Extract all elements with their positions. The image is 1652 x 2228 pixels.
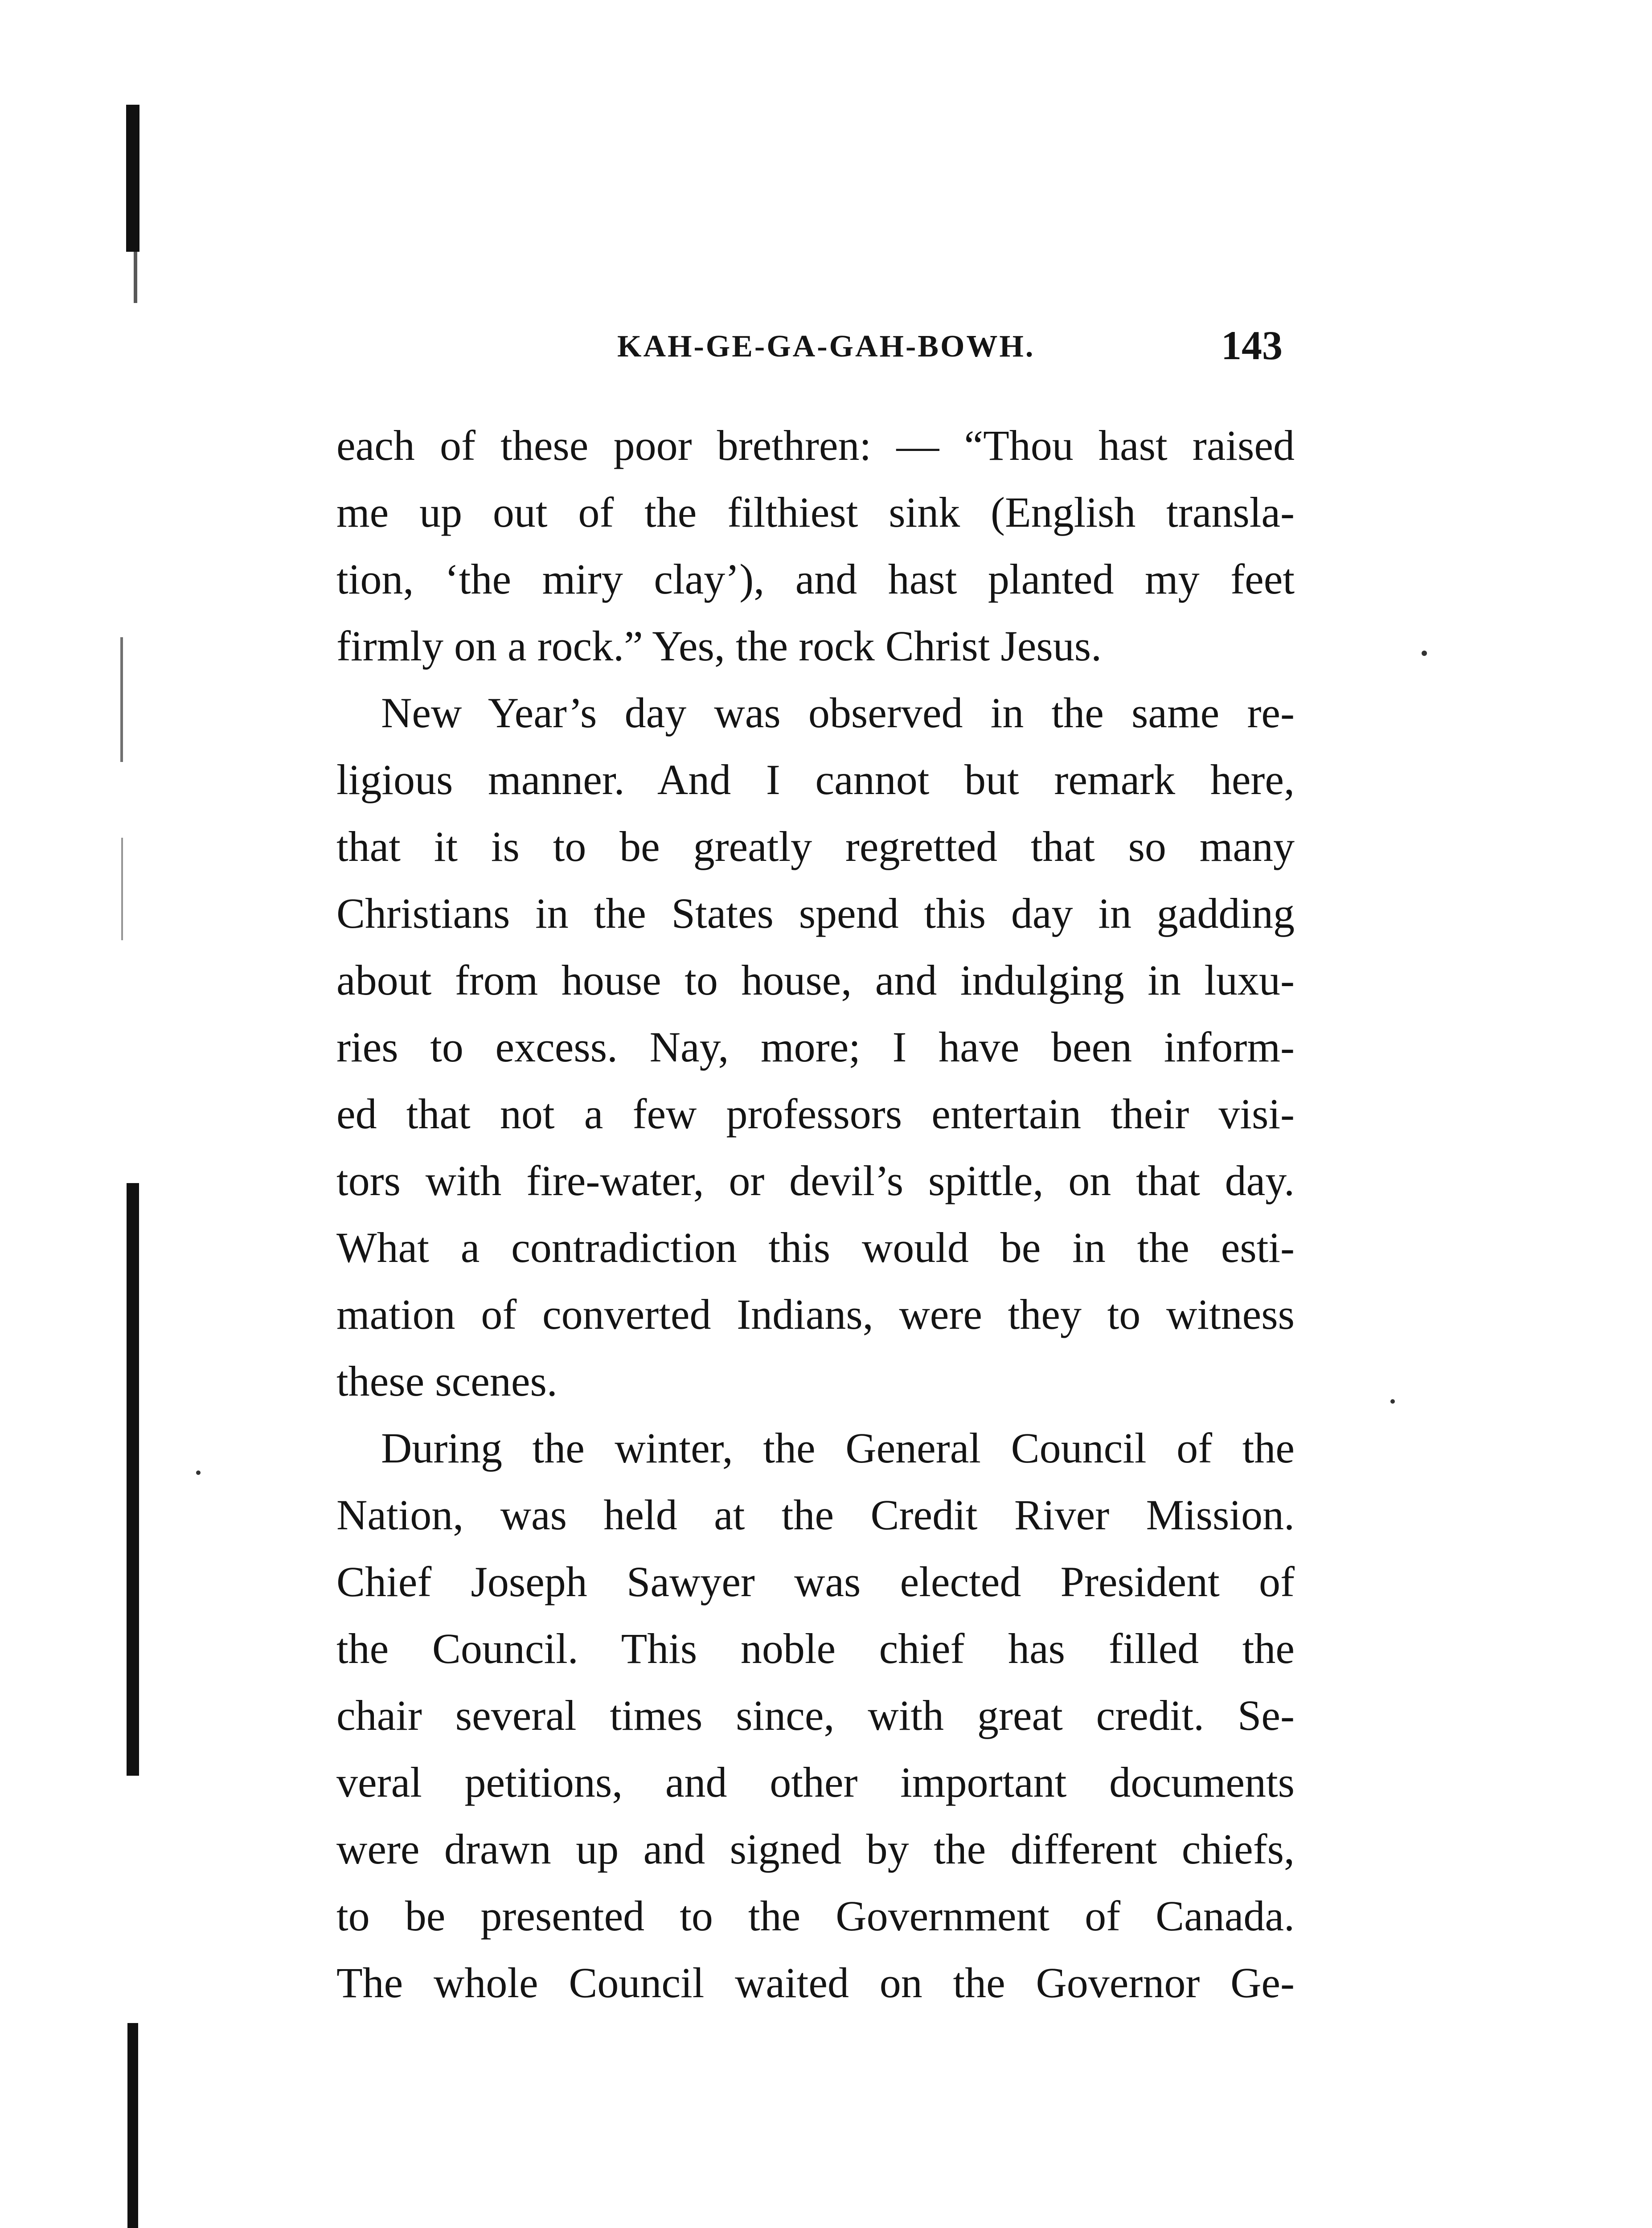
binding-shadow bbox=[134, 250, 137, 303]
paper-speck bbox=[1422, 651, 1427, 656]
paper-speck bbox=[1390, 1399, 1395, 1404]
text-line: ries to excess. Nay, more; I have been inform- bbox=[336, 1023, 1295, 1071]
body-text bbox=[336, 412, 1295, 2016]
text-line: me up out of the filthiest sink (English transla- bbox=[336, 488, 1295, 536]
binding-shadow bbox=[126, 105, 139, 252]
binding-shadow bbox=[120, 637, 123, 762]
text-line: New Year’s day was observed in the same re- bbox=[381, 689, 1295, 737]
text-line: to be presented to the Government of Canada. bbox=[336, 1892, 1295, 1940]
text-line: Nation, was held at the Credit River Mission. bbox=[336, 1491, 1295, 1539]
text-line: ligious manner. And I cannot but remark here, bbox=[336, 756, 1295, 803]
text-line: each of these poor brethren: — “Thou hast raised bbox=[336, 422, 1295, 469]
text-line: mation of converted Indians, were they to witness bbox=[336, 1290, 1295, 1338]
text-line: these scenes. bbox=[336, 1357, 557, 1405]
text-line: the Council. This noble chief has filled the bbox=[336, 1625, 1295, 1672]
page-number: 143 bbox=[1221, 323, 1283, 368]
text-line: Christians in the States spend this day in gadding bbox=[336, 889, 1295, 937]
text-line: chair several times since, with great credit. Se- bbox=[336, 1691, 1295, 1739]
text-line: veral petitions, and other important documents bbox=[336, 1758, 1295, 1806]
text-line: tion, ‘the miry clay’), and hast planted my feet bbox=[336, 555, 1295, 603]
text-line: ed that not a few professors entertain their visi- bbox=[336, 1090, 1295, 1138]
text-line: What a contradiction this would be in the esti- bbox=[336, 1224, 1295, 1271]
text-line: that it is to be greatly regretted that so many bbox=[336, 823, 1295, 870]
text-line: about from house to house, and indulging in luxu- bbox=[336, 956, 1295, 1004]
text-line: firmly on a rock.” Yes, the rock Christ Jesus. bbox=[336, 622, 1102, 670]
running-head: KAH-GE-GA-GAH-BOWH. bbox=[617, 329, 1035, 364]
binding-shadow bbox=[127, 2023, 138, 2228]
text-line: The whole Council waited on the Governor Ge- bbox=[336, 1959, 1295, 2007]
text-line: During the winter, the General Council of the bbox=[381, 1424, 1295, 1472]
text-line: were drawn up and signed by the different chiefs, bbox=[336, 1825, 1295, 1873]
binding-shadow bbox=[121, 838, 123, 940]
paper-speck bbox=[196, 1470, 201, 1475]
text-line: Chief Joseph Sawyer was elected President of bbox=[336, 1558, 1295, 1605]
text-line: tors with fire-water, or devil’s spittle, on that day. bbox=[336, 1157, 1295, 1204]
binding-shadow bbox=[127, 1183, 139, 1776]
